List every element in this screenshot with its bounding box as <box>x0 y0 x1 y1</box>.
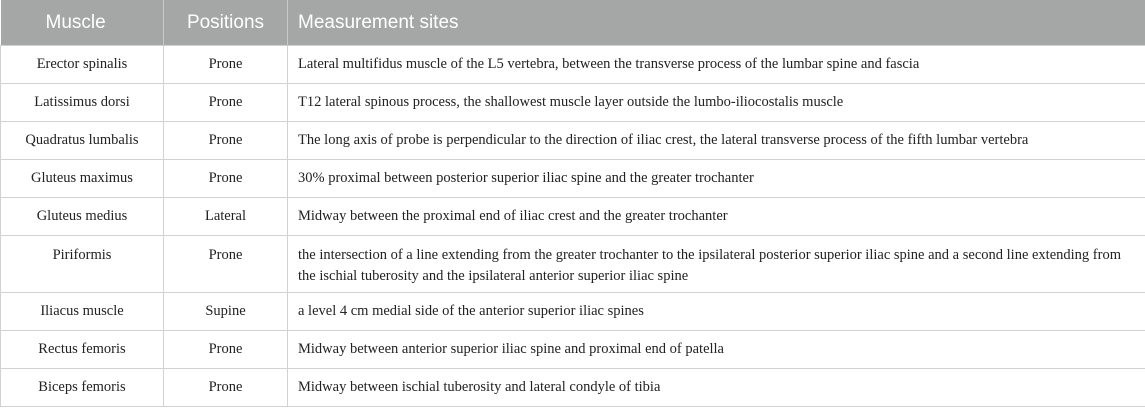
table-row <box>1 122 1145 160</box>
cell-muscle: Erector spinalis <box>1 46 164 84</box>
cell-site: Midway between the proximal end of iliac crest and the greater trochanter <box>288 198 1145 236</box>
table-body <box>1 46 1145 407</box>
cell-muscle: Gluteus medius <box>1 198 164 236</box>
table-row <box>1 293 1145 331</box>
table-row <box>1 46 1145 84</box>
cell-position: Lateral <box>164 198 288 236</box>
table-row <box>1 331 1145 369</box>
cell-muscle: Rectus femoris <box>1 331 164 369</box>
header-positions: Positions <box>164 0 288 46</box>
cell-position: Prone <box>164 160 288 198</box>
table-header <box>1 0 1145 46</box>
cell-position: Prone <box>164 331 288 369</box>
cell-muscle: Iliacus muscle <box>1 293 164 331</box>
table-row <box>1 236 1145 293</box>
cell-muscle: Gluteus maximus <box>1 160 164 198</box>
header-measurement-sites: Measurement sites <box>288 0 1145 46</box>
cell-site: Midway between ischial tuberosity and lateral condyle of tibia <box>288 369 1145 407</box>
cell-position: Prone <box>164 46 288 84</box>
table-row <box>1 84 1145 122</box>
table-row <box>1 160 1145 198</box>
cell-position: Prone <box>164 236 288 293</box>
table-row <box>1 369 1145 407</box>
header-row <box>1 0 1145 46</box>
table-row <box>1 198 1145 236</box>
cell-position: Prone <box>164 122 288 160</box>
cell-site: Lateral multifidus muscle of the L5 vertebra, between the transverse process of the lumbar spine and fascia <box>288 46 1145 84</box>
cell-site: The long axis of probe is perpendicular to the direction of iliac crest, the lateral transverse process of the fifth lumbar vertebra <box>288 122 1145 160</box>
cell-muscle: Latissimus dorsi <box>1 84 164 122</box>
cell-muscle: Piriformis <box>1 236 164 293</box>
cell-site: T12 lateral spinous process, the shallowest muscle layer outside the lumbo-iliocostalis muscle <box>288 84 1145 122</box>
header-muscle: Muscle <box>1 0 164 46</box>
cell-site: the intersection of a line extending from the greater trochanter to the ipsilateral posterior superior iliac spine and a second line extending from the ischial tuberosity and the ipsilateral anterior superior iliac spine <box>288 236 1145 293</box>
cell-site: 30% proximal between posterior superior iliac spine and the greater trochanter <box>288 160 1145 198</box>
cell-site: a level 4 cm medial side of the anterior superior iliac spines <box>288 293 1145 331</box>
cell-muscle: Biceps femoris <box>1 369 164 407</box>
cell-position: Prone <box>164 84 288 122</box>
cell-site: Midway between anterior superior iliac spine and proximal end of patella <box>288 331 1145 369</box>
cell-muscle: Quadratus lumbalis <box>1 122 164 160</box>
cell-position: Supine <box>164 293 288 331</box>
cell-position: Prone <box>164 369 288 407</box>
